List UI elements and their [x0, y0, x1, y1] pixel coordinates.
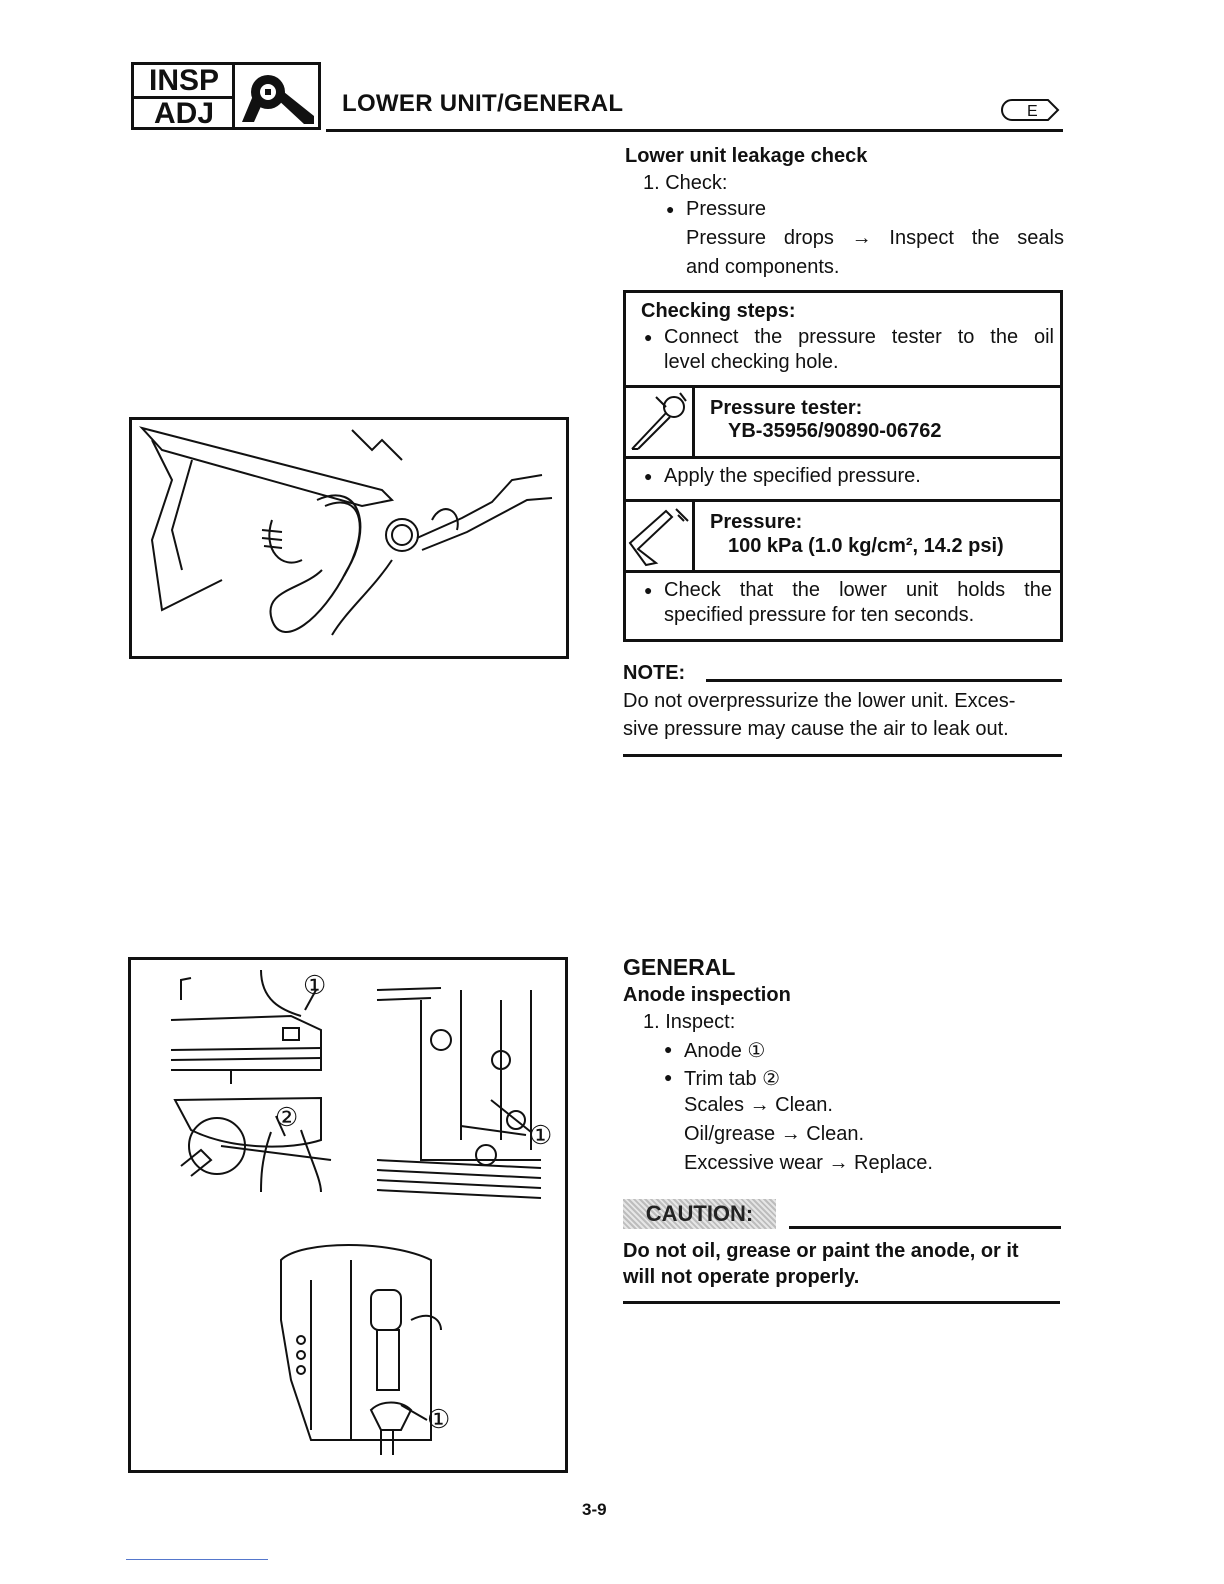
- footer-link-rule: [126, 1559, 268, 1560]
- note-line2: sive pressure may cause the air to leak out.: [623, 718, 1009, 740]
- figure-pressure-test: [129, 417, 569, 659]
- icon-divider: [692, 388, 695, 456]
- leakage-step: 1. Check:: [643, 172, 728, 194]
- trim-tab-callout-2: ②: [275, 1102, 299, 1132]
- badge-insp: INSP: [134, 65, 234, 99]
- checking-bullet-3-line2: specified pressure for ten seconds.: [664, 604, 975, 626]
- pressure-tester-illustration: [132, 420, 566, 656]
- icon-divider: [692, 502, 695, 570]
- caution-line1: Do not oil, grease or paint the anode, or it: [623, 1240, 1019, 1262]
- pressure-value: 100 kPa (1.0 kg/cm², 14.2 psi): [728, 535, 1004, 557]
- language-mark-icon: [1000, 97, 1060, 123]
- page-number: 3-9: [582, 1500, 607, 1519]
- caution-label: CAUTION:: [623, 1199, 776, 1229]
- row-divider: [623, 570, 1063, 573]
- anode-bullet-1: ● Anode ①: [684, 1038, 765, 1063]
- badge-adj: ADJ: [153, 97, 214, 130]
- checking-bullet-3-line1: ● Check that the lower unit holds the: [664, 579, 1052, 602]
- anode-line-2: Oil/grease → Clean.: [684, 1123, 865, 1145]
- anode-callout-1: ①: [303, 970, 327, 1000]
- section-badge: [131, 62, 321, 130]
- apply-pressure: ● Apply the specified pressure.: [664, 465, 921, 488]
- header-rule: [326, 129, 1063, 132]
- anode-step: 1. Inspect:: [643, 1011, 736, 1033]
- anode-illustration: [131, 960, 565, 1470]
- leakage-line-b: and components.: [686, 256, 840, 278]
- checking-bullet-1-line2: level checking hole.: [664, 351, 839, 373]
- special-tool-icon: [626, 389, 692, 455]
- anode-bullet-2: ● Trim tab ②: [684, 1066, 780, 1091]
- page-title: LOWER UNIT/GENERAL: [342, 90, 624, 117]
- anode-subheading: Anode inspection: [623, 984, 791, 1006]
- row-divider: [623, 456, 1063, 459]
- row-divider: [623, 385, 1063, 388]
- caution-line2: will not operate properly.: [623, 1266, 860, 1288]
- figure-anode: [128, 957, 568, 1473]
- caution-end-rule: [623, 1301, 1060, 1304]
- language-mark: E: [1027, 103, 1038, 120]
- row-divider: [623, 499, 1063, 502]
- checking-steps-title: Checking steps:: [641, 300, 796, 322]
- badge-divider: [232, 65, 235, 127]
- anode-line-1: Scales → Clean.: [684, 1094, 833, 1116]
- wrench-icon: [238, 68, 318, 126]
- anode-callout-1c: ①: [427, 1404, 451, 1434]
- tester-value: YB-35956/90890-06762: [728, 420, 942, 442]
- note-end-rule: [623, 754, 1062, 757]
- gauge-tool-icon: [626, 503, 692, 569]
- note-rule: [706, 679, 1062, 682]
- checking-bullet-1-line1: ● Connect the pressure tester to the oil: [664, 326, 1054, 349]
- caution-rule: [789, 1226, 1061, 1229]
- leakage-heading: Lower unit leakage check: [625, 145, 868, 167]
- note-line1: Do not overpressurize the lower unit. Exces-: [623, 690, 1016, 712]
- note-label: NOTE:: [623, 662, 686, 684]
- leakage-bullet: ● Pressure: [686, 198, 766, 221]
- anode-line-3: Excessive wear → Replace.: [684, 1152, 933, 1174]
- general-heading: GENERAL: [623, 954, 736, 980]
- leakage-line-a: Pressure drops → Inspect the seals: [686, 227, 1064, 249]
- pressure-label: Pressure:: [710, 511, 803, 533]
- tester-label: Pressure tester:: [710, 397, 863, 419]
- anode-callout-1b: ①: [529, 1120, 553, 1150]
